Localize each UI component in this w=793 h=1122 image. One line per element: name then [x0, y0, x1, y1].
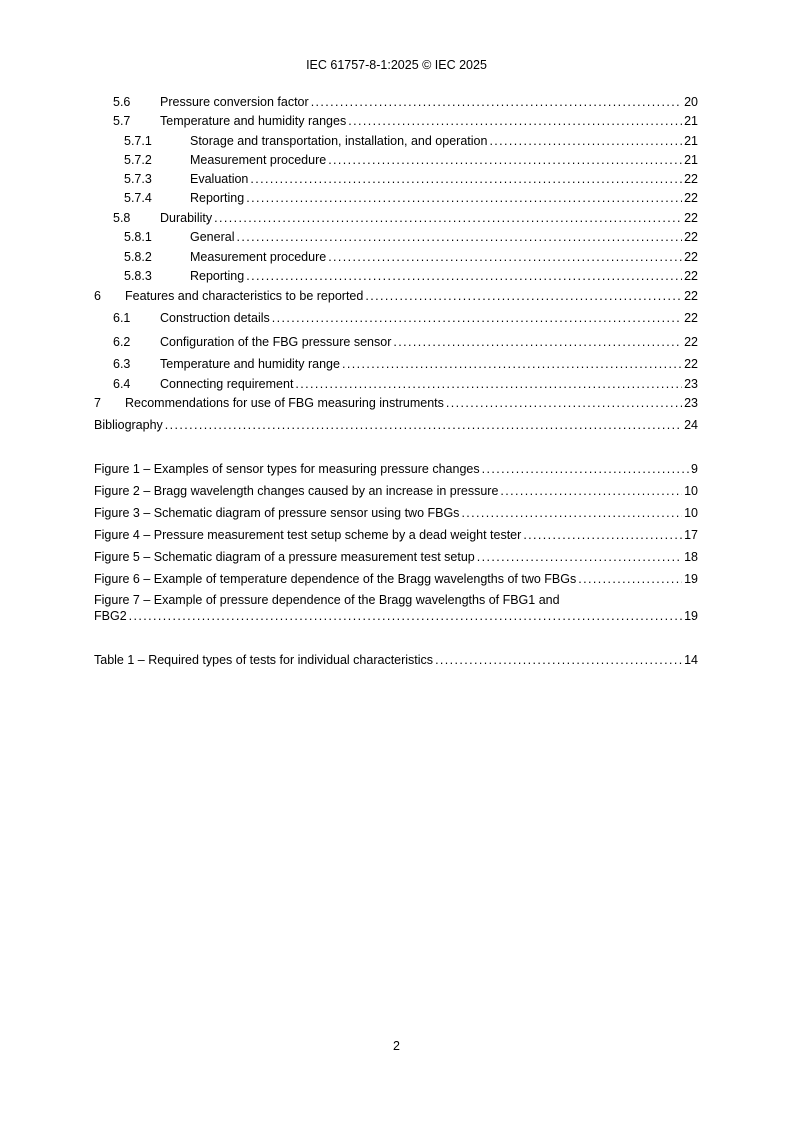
- toc-entry-page: 22: [684, 211, 698, 225]
- list-of-figures-entry-7[interactable]: [94, 608, 698, 624]
- toc-entry-bibliography[interactable]: [94, 417, 698, 433]
- toc-entry-number: 5.6: [113, 95, 131, 109]
- figure-entry-title: Figure 1 – Examples of sensor types for measuring pressure changes: [94, 462, 480, 476]
- dot-leader: [489, 133, 682, 149]
- figure-entry-title: Figure 5 – Schematic diagram of a pressure measurement test setup: [94, 550, 475, 564]
- toc-entry-number: 6.3: [113, 357, 131, 371]
- dot-leader: [328, 152, 682, 168]
- toc-entry-6-4[interactable]: [94, 376, 698, 392]
- toc-entry-page: 20: [684, 95, 698, 109]
- dot-leader: [236, 229, 682, 245]
- toc-entry-page: 22: [684, 269, 698, 283]
- toc-entry-number: 5.7.1: [124, 134, 152, 148]
- dot-leader: [246, 268, 682, 284]
- toc-entry-number: 5.7.4: [124, 191, 152, 205]
- toc-entry-number: 6.4: [113, 377, 131, 391]
- toc-entry-page: 21: [684, 114, 698, 128]
- figure-entry-page: 9: [691, 462, 698, 476]
- dot-leader: [500, 483, 682, 499]
- list-of-figures-entry-6[interactable]: [94, 571, 698, 587]
- toc-entry-5-7-1[interactable]: [94, 133, 698, 149]
- toc-entry-title: Reporting: [190, 269, 245, 283]
- dot-leader: [348, 113, 682, 129]
- toc-entry-7[interactable]: [94, 395, 698, 411]
- toc-entry-page: 21: [684, 153, 698, 167]
- toc-entry-title: Durability: [160, 211, 213, 225]
- toc-entry-5-8-3[interactable]: [94, 268, 698, 284]
- toc-entry-5-8-2[interactable]: [94, 249, 698, 265]
- toc-entry-page: 24: [684, 418, 698, 432]
- toc-entry-5-7[interactable]: [94, 113, 698, 129]
- dot-leader: [311, 94, 682, 110]
- figure-7-title-line-1[interactable]: Figure 7 – Example of pressure dependence of the Bragg wavelengths of FBG1 and: [94, 593, 560, 607]
- toc-entry-title: Evaluation: [190, 172, 249, 186]
- toc-entry-number: 5.8: [113, 211, 131, 225]
- toc-entry-page: 23: [684, 377, 698, 391]
- list-of-figures-entry-2[interactable]: [94, 483, 698, 499]
- toc-entry-title: Construction details: [160, 311, 270, 325]
- toc-entry-number: 5.8.2: [124, 250, 152, 264]
- toc-entry-5-7-4[interactable]: [94, 190, 698, 206]
- dot-leader: [477, 549, 682, 565]
- toc-entry-5-8[interactable]: [94, 210, 698, 226]
- toc-entry-title: Storage and transportation, installation, and operation: [190, 134, 488, 148]
- table-of-contents: [94, 0, 698, 700]
- toc-entry-number: 5.8.1: [124, 230, 152, 244]
- toc-entry-title: Connecting requirement: [160, 377, 294, 391]
- list-of-figures-entry-3[interactable]: [94, 505, 698, 521]
- toc-entry-number: 5.7: [113, 114, 131, 128]
- toc-entry-number: 7: [94, 396, 101, 410]
- toc-entry-6[interactable]: [94, 288, 698, 304]
- toc-entry-5-7-3[interactable]: [94, 171, 698, 187]
- dot-leader: [523, 527, 682, 543]
- toc-entry-title: Features and characteristics to be reported: [125, 289, 364, 303]
- list-of-figures-entry-5[interactable]: [94, 549, 698, 565]
- toc-entry-number: 6.2: [113, 335, 131, 349]
- figure-entry-page: 17: [684, 528, 698, 542]
- toc-entry-title: Temperature and humidity range: [160, 357, 340, 371]
- toc-entry-5-7-2[interactable]: [94, 152, 698, 168]
- dot-leader: [250, 171, 682, 187]
- dot-leader: [342, 356, 682, 372]
- dot-leader: [295, 376, 682, 392]
- figure-entry-page: 19: [684, 572, 698, 586]
- list-of-figures-entry-1[interactable]: [94, 461, 698, 477]
- dot-leader: [393, 334, 682, 350]
- toc-entry-page: 22: [684, 230, 698, 244]
- figure-entry-title: Figure 3 – Schematic diagram of pressure sensor using two FBGs: [94, 506, 460, 520]
- list-of-figures-entry-4[interactable]: [94, 527, 698, 543]
- dot-leader: [435, 652, 682, 668]
- figure-entry-title: Figure 4 – Pressure measurement test setup scheme by a dead weight tester: [94, 528, 522, 542]
- toc-entry-title: Pressure conversion factor: [160, 95, 309, 109]
- toc-entry-number: 5.7.2: [124, 153, 152, 167]
- dot-leader: [365, 288, 682, 304]
- dot-leader: [246, 190, 682, 206]
- toc-entry-5-6[interactable]: [94, 94, 698, 110]
- toc-entry-page: 22: [684, 250, 698, 264]
- page-header: IEC 61757-8-1:2025 © IEC 2025: [306, 58, 487, 72]
- page-number: 2: [393, 1039, 400, 1053]
- toc-entry-number: 5.8.3: [124, 269, 152, 283]
- toc-entry-title: Recommendations for use of FBG measuring instruments: [125, 396, 444, 410]
- toc-entry-page: 23: [684, 396, 698, 410]
- toc-entry-title: Bibliography: [94, 418, 163, 432]
- dot-leader: [446, 395, 682, 411]
- dot-leader: [578, 571, 682, 587]
- figure-entry-page: 18: [684, 550, 698, 564]
- toc-entry-page: 21: [684, 134, 698, 148]
- figure-entry-page: 10: [684, 484, 698, 498]
- list-of-tables-entry-1[interactable]: [94, 652, 698, 668]
- figure-entry-title: Figure 6 – Example of temperature dependence of the Bragg wavelengths of two FBGs: [94, 572, 577, 586]
- toc-entry-title: Configuration of the FBG pressure sensor: [160, 335, 392, 349]
- toc-entry-page: 22: [684, 335, 698, 349]
- toc-entry-title: Measurement procedure: [190, 153, 327, 167]
- toc-entry-6-2[interactable]: [94, 334, 698, 350]
- figure-entry-page: 19: [684, 609, 698, 623]
- toc-entry-page: 22: [684, 311, 698, 325]
- dot-leader: [461, 505, 682, 521]
- toc-entry-title: Reporting: [190, 191, 245, 205]
- dot-leader: [214, 210, 682, 226]
- toc-entry-number: 5.7.3: [124, 172, 152, 186]
- figure-entry-title: Figure 2 – Bragg wavelength changes caused by an increase in pressure: [94, 484, 499, 498]
- toc-entry-title: Temperature and humidity ranges: [160, 114, 347, 128]
- toc-entry-6-3[interactable]: [94, 356, 698, 372]
- table-entry-title: Table 1 – Required types of tests for individual characteristics: [94, 653, 434, 667]
- toc-entry-page: 22: [684, 191, 698, 205]
- toc-entry-page: 22: [684, 289, 698, 303]
- toc-entry-page: 22: [684, 357, 698, 371]
- dot-leader: [129, 608, 682, 624]
- toc-entry-6-1[interactable]: [94, 310, 698, 326]
- dot-leader: [165, 417, 682, 433]
- toc-entry-title: General: [190, 230, 235, 244]
- dot-leader: [328, 249, 682, 265]
- toc-entry-title: Measurement procedure: [190, 250, 327, 264]
- dot-leader: [482, 461, 689, 477]
- figure-entry-page: 10: [684, 506, 698, 520]
- toc-entry-number: 6.1: [113, 311, 131, 325]
- dot-leader: [272, 310, 682, 326]
- figure-entry-title: FBG2: [94, 609, 127, 623]
- toc-entry-5-8-1[interactable]: [94, 229, 698, 245]
- toc-entry-number: 6: [94, 289, 101, 303]
- toc-entry-page: 22: [684, 172, 698, 186]
- table-entry-page: 14: [684, 653, 698, 667]
